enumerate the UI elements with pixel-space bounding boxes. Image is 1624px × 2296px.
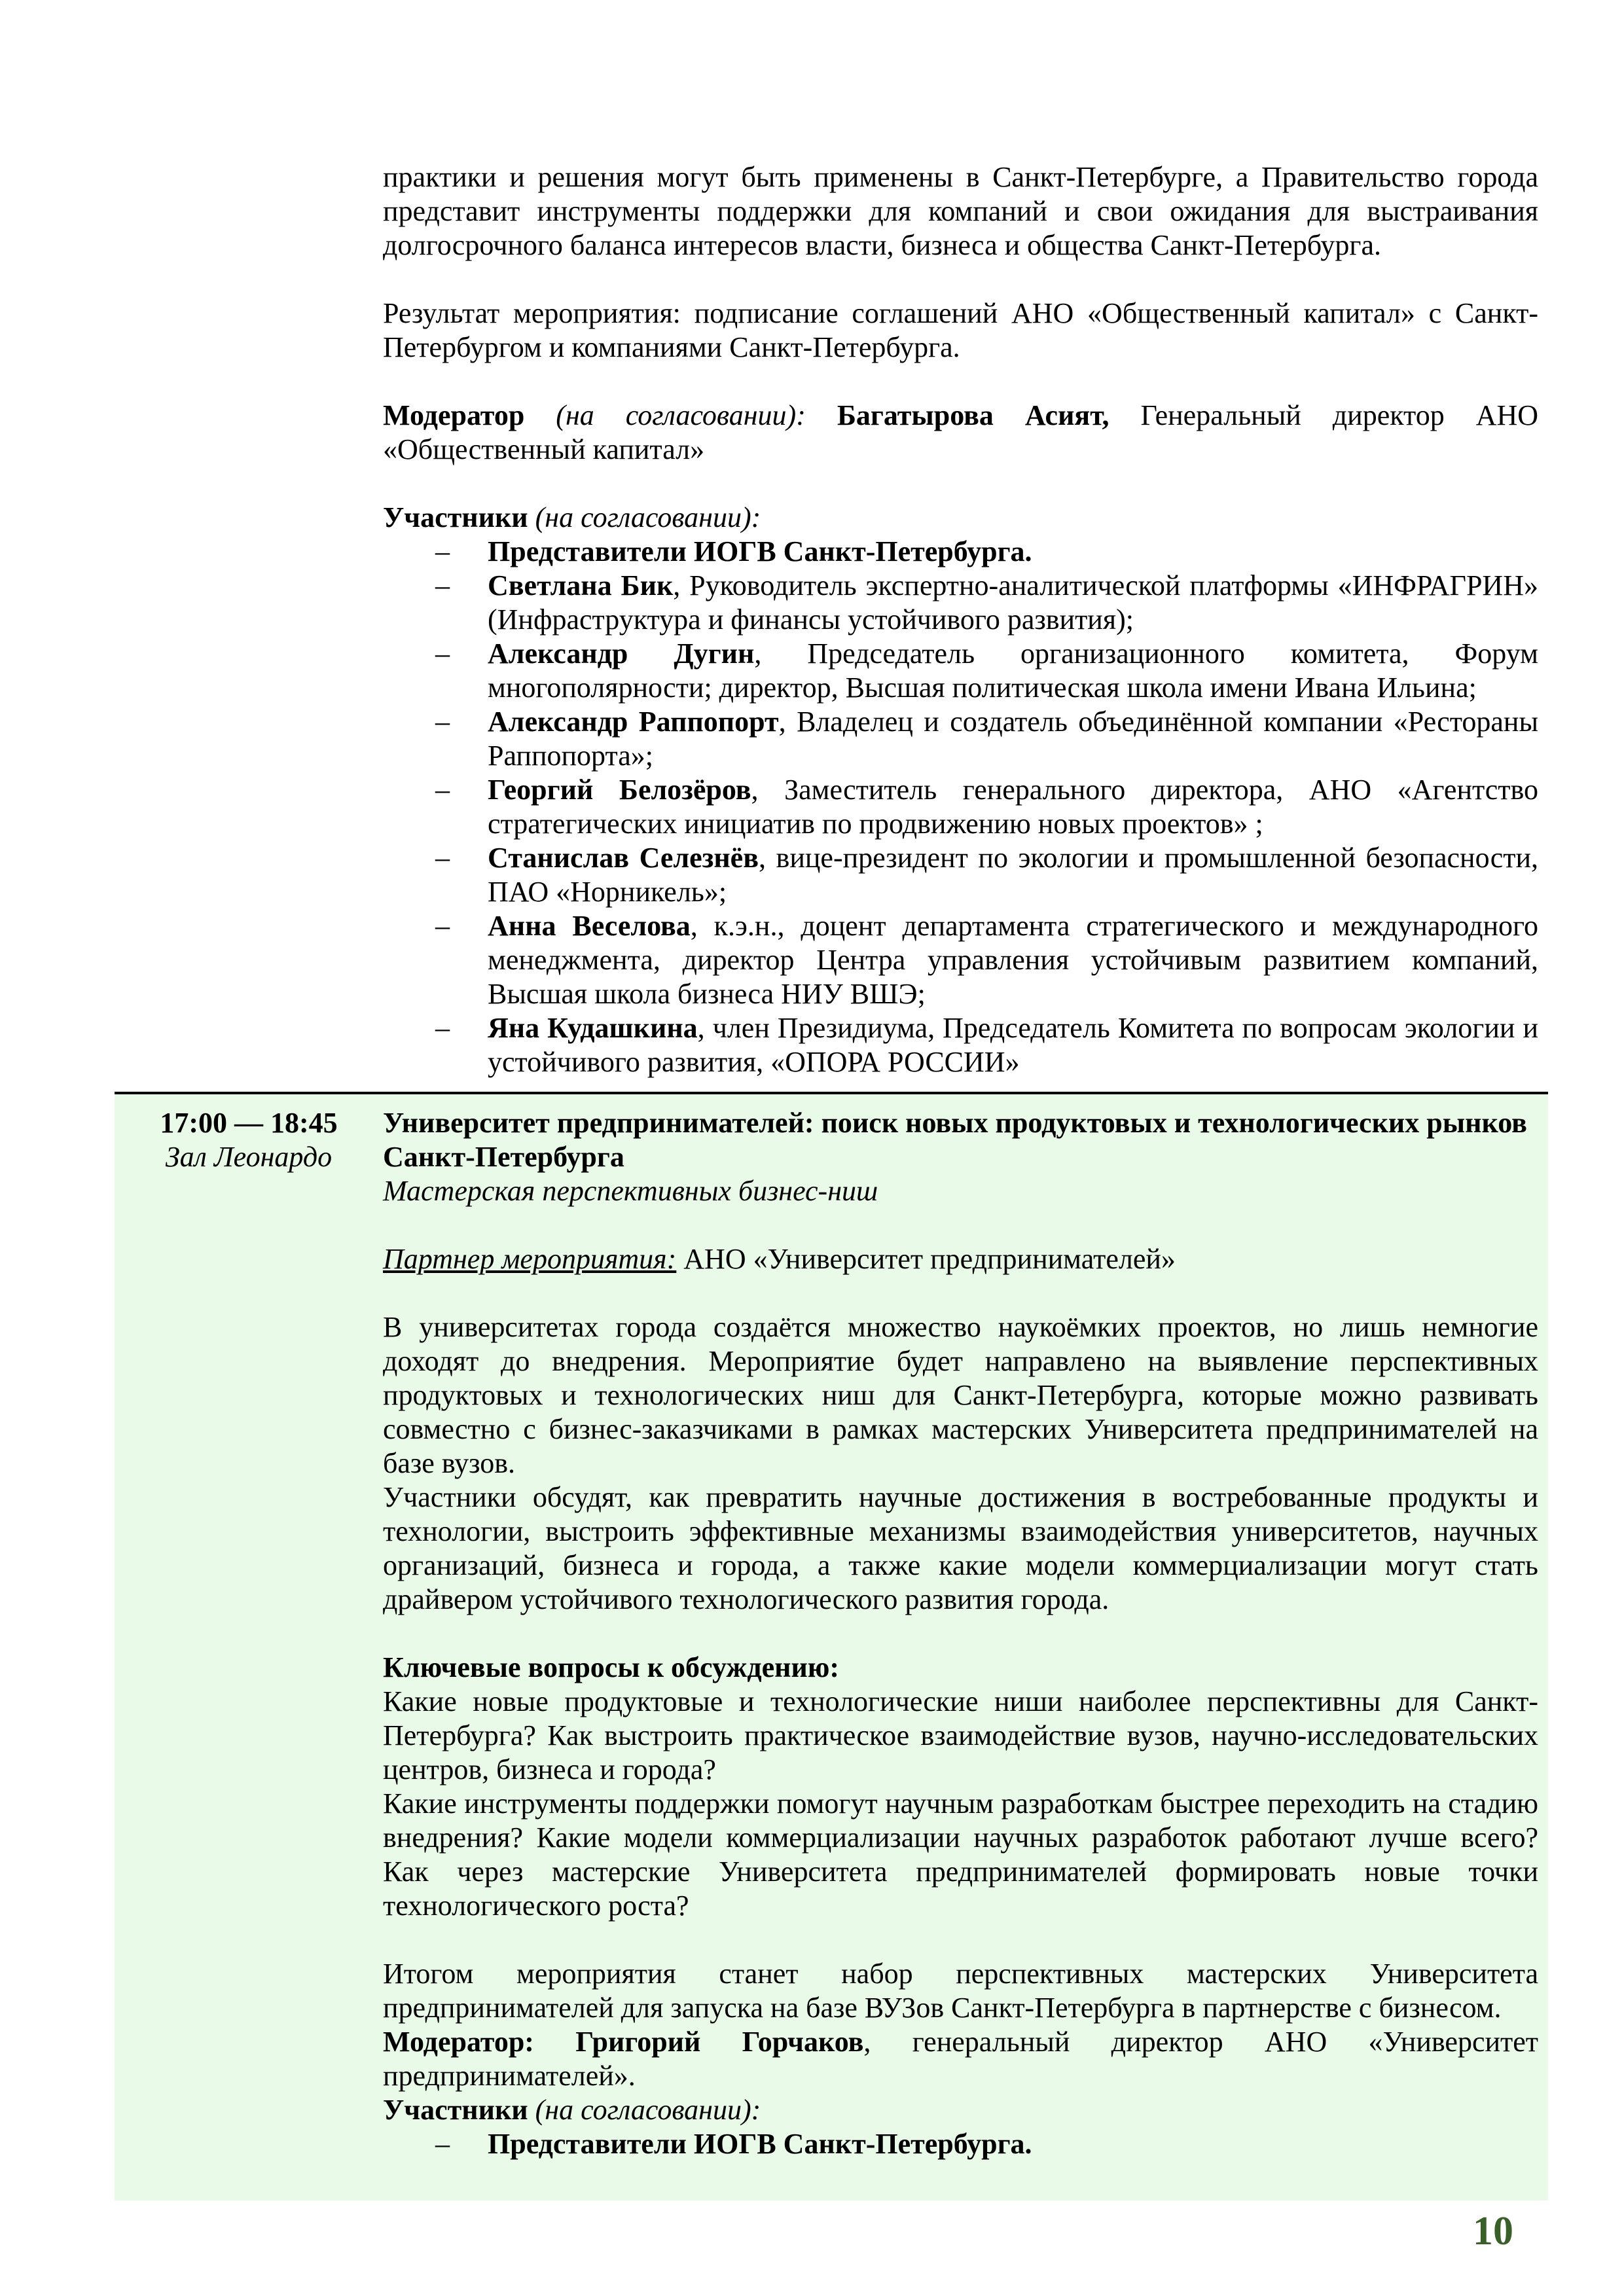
participant-item [383, 535, 1538, 569]
session-row-previous [115, 141, 1548, 1092]
participants-label: Участники [383, 501, 535, 533]
partner-line [383, 1242, 1538, 1276]
session-subtitle: Мастерская перспективных бизнес-ниш [383, 1175, 878, 1207]
participant-name: Светлана Бик [488, 569, 674, 601]
participant-item [383, 569, 1538, 637]
list-dash: – [435, 706, 450, 738]
participant-name: Александр Раппопорт [488, 706, 779, 738]
moderator-label: Модератор [383, 399, 556, 431]
description-paragraph-2: Участники обсудят, как превратить научные достижения в востребованные продукты и технологии, выстроить эффективные механизмы взаимодействия университетов, научных организаций, бизнеса и города, а также какие модели коммерциализации могут стать драйвером устойчивого технологического развития города. [383, 1481, 1538, 1615]
moderator-note: (на согласовании): [556, 399, 837, 431]
moderator-line [383, 2025, 1538, 2093]
participant-item [383, 637, 1538, 705]
participant-name: Яна Кудашкина [488, 1012, 698, 1044]
partner-label: Партнер мероприятия: [383, 1243, 677, 1275]
description-paragraph-1: В университетах города создаётся множество наукоёмких проектов, но лишь немногие доходят до внедрения. Мероприятие будет направлено на выявление перспективных продуктовых и технологических ниш для Санкт-Петербурга, которые можно развивать совместно с бизнес-заказчиками в рамках мастерских Университета предпринимателей на базе вузов. [383, 1311, 1538, 1479]
participant-item [383, 1011, 1538, 1079]
participant-item [383, 773, 1538, 841]
outcome-paragraph: Итогом мероприятия станет набор перспективных мастерских Университета предпринимателей для запуска на базе ВУЗов Санкт-Петербурга в партнерстве с бизнесом. [383, 1958, 1538, 2024]
participant-name: Анна Веселова [488, 910, 691, 942]
session-time: 17:00 — 18:45 [160, 1107, 338, 1139]
participant-item [383, 841, 1538, 909]
list-dash: – [435, 842, 450, 874]
participant-role: , Владелец и создатель объединённой компании «Рестораны Раппопорта»; [488, 706, 1539, 772]
intro-paragraph: практики и решения могут быть применены в Санкт-Петербурге, а Правительство города представит инструменты поддержки для компаний и свои ожидания для выстраивания долгосрочного баланса интересов власти, бизнеса и общества Санкт-Петербурга. [383, 161, 1538, 261]
participants-note: (на согласовании): [535, 501, 761, 533]
key-questions-heading: Ключевые вопросы к обсуждению: [383, 1651, 840, 1683]
list-dash: – [435, 569, 450, 601]
participant-role: , Руководитель экспертно-аналитической платформы «ИНФРАГРИН» (Инфраструктура и финансы устойчивого развития); [488, 569, 1538, 636]
description-cell-previous [383, 141, 1548, 1092]
participant-name: Георгий Белозёров [488, 774, 751, 806]
moderator-role: , генеральный директор АНО «Университет предпринимателей». [383, 2026, 1538, 2092]
participant-name: Представители ИОГВ Санкт-Петербурга. [488, 2128, 1032, 2160]
participants-list [383, 535, 1538, 1079]
participants-note: (на согласовании): [535, 2094, 761, 2126]
participant-item [383, 705, 1538, 773]
result-paragraph: Результат мероприятия: подписание соглашений АНО «Общественный капитал» с Санкт-Петербургом и компаниями Санкт-Петербурга. [383, 297, 1538, 363]
participant-role: , Заместитель генерального директора, АНО «Агентство стратегических инициатив по продвижению новых проектов» ; [488, 774, 1538, 840]
participant-name: Представители ИОГВ Санкт-Петербурга. [488, 535, 1032, 567]
key-question-2: Какие инструменты поддержки помогут научным разработкам быстрее переходить на стадию внедрения? Какие модели коммерциализации научных разработок работают лучше всего? Как через мастерские Университета предпринимателей формировать новые точки технологического роста? [383, 1787, 1538, 1922]
session-hall: Зал Леонардо [165, 1141, 333, 1173]
participant-role: , вице-президент по экологии и промышленной безопасности, ПАО «Норникель»; [488, 842, 1539, 908]
participants-heading [383, 2093, 1538, 2127]
page-number: 10 [1473, 2209, 1513, 2253]
list-dash: – [435, 1012, 450, 1044]
participants-heading [383, 501, 1538, 535]
partner-value: АНО «Университет предпринимателей» [676, 1243, 1176, 1275]
schedule-table [115, 141, 1548, 2200]
time-hall-cell-empty [115, 141, 383, 1092]
moderator-role: Генеральный директор АНО «Общественный капитал» [383, 399, 1538, 465]
time-hall-cell [115, 1094, 383, 2200]
session-title: Университет предпринимателей: поиск новых продуктовых и технологических рынков Санкт-Петербурга [383, 1107, 1527, 1173]
participant-name: Станислав Селезнёв [488, 842, 759, 874]
moderator-name: Григорий Горчаков [575, 2026, 864, 2058]
participant-role: , Председатель организационного комитета, Форум многополярности; директор, Высшая политическая школа имени Ивана Ильина; [488, 637, 1538, 704]
moderator-line [383, 399, 1538, 467]
participant-item [383, 2127, 1538, 2161]
list-dash: – [435, 2128, 450, 2160]
participants-list [383, 2127, 1538, 2161]
participant-item [383, 909, 1538, 1011]
key-question-1: Какие новые продуктовые и технологические ниши наиболее перспективны для Санкт-Петербурга? Как выстроить практическое взаимодействие вузов, научно-исследовательских центров, бизнеса и города? [383, 1685, 1538, 1785]
list-dash: – [435, 535, 450, 567]
participant-name: Александр Дугин [488, 637, 755, 670]
moderator-name: Багатырова Асият, [837, 399, 1141, 431]
participant-role: , член Президиума, Председатель Комитета по вопросам экологии и устойчивого развития, «ОПОРА РОССИИ» [488, 1012, 1539, 1078]
moderator-label: Модератор: [383, 2026, 576, 2058]
list-dash: – [435, 774, 450, 806]
session-row-current [115, 1094, 1548, 2200]
list-dash: – [435, 910, 450, 942]
list-dash: – [435, 637, 450, 670]
description-cell-current [383, 1094, 1548, 2200]
participant-role: , к.э.н., доцент департамента стратегического и международного менеджмента, директор Центра управления устойчивым развитием компаний, Высшая школа бизнеса НИУ ВШЭ; [488, 910, 1538, 1010]
participants-label: Участники [383, 2094, 535, 2126]
